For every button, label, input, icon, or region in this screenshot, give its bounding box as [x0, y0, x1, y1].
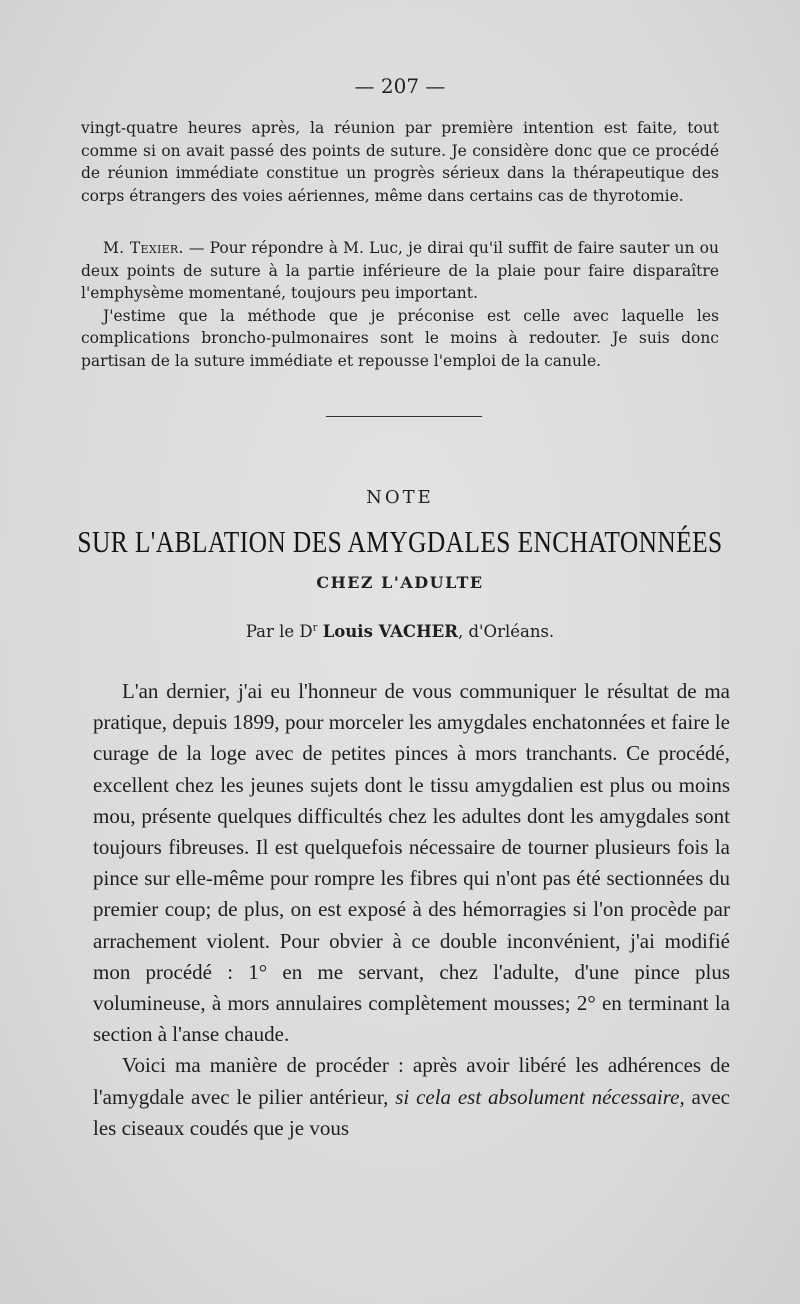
discussion-paragraph-texier: [81, 237, 719, 305]
discussion-continuation: [81, 117, 719, 207]
author-name: Louis VACHER: [322, 622, 458, 641]
discussion-paragraph: vingt-quatre heures après, la réunion par première intention est faite, tout comme si on avait passé des points de suture. Je considère donc que ce procédé de réunion immédiate constitue un progrès sérieux dans la thérapeutique des corps étrangers des voies aériennes, même dans certains cas de thyrotomie.: [81, 119, 719, 205]
byline-superscript: r: [312, 622, 318, 634]
article-body: [93, 676, 730, 1144]
body-text-run: avec les ciseaux coudés que je vous: [93, 1084, 730, 1140]
page-number: — 207 —: [354, 74, 446, 98]
body-paragraph: [93, 1050, 730, 1144]
discussion-reply: [81, 237, 719, 373]
article-label: NOTE: [366, 487, 434, 508]
discussion-paragraph: J'estime que la méthode que je préconise est celle avec laquelle les complications broncho-pulmonaires sont le moins à redouter. Je suis donc partisan de la suture immédiate et repousse l'emploi de la canule.: [81, 306, 719, 370]
byline-suffix: , d'Orléans.: [457, 622, 555, 641]
speaker-text: — Pour répondre à M. Luc, je dirai qu'il suffit de faire sauter un ou deux points de suture à la partie inférieure de la plaie pour faire disparaître l'emphysème momentané, toujours peu important.: [81, 239, 719, 303]
article-title: SUR L'ABLATION DES AMYGDALES ENCHATONNÉES: [77, 524, 723, 559]
section-divider: [326, 416, 482, 417]
article-byline: [0, 622, 800, 641]
body-italic-run: si cela est absolument nécessaire,: [395, 1084, 685, 1109]
speaker-name: M. Texier.: [103, 239, 184, 257]
article-subtitle: CHEZ L'ADULTE: [316, 573, 484, 592]
body-text-run: Voici ma manière de procéder : après avoir libéré les adhérences de l'amygdale avec le pilier antérieur,: [93, 1053, 730, 1109]
body-paragraph: L'an dernier, j'ai eu l'honneur de vous communiquer le résultat de ma pratique, depuis 1899, pour morceler les amygdales enchatonnées et faire le curage de la loge avec de petites pinces à mors tranchants. Ce procédé, excellent chez les jeunes sujets dont le tissu amygdalien est plus ou moins mou, présente quelques difficultés chez les adultes dont les amygdales sont toujours fibreuses. Il est quelquefois nécessaire de tourner plusieurs fois la pince sur elle-même pour rompre les fibres qui n'ont pas été sectionnées du premier coup; de plus, on est exposé à des hémorragies si l'on procède par arrachement violent. Pour obvier à ce double inconvénient, j'ai modifié mon procédé : 1° en me servant, chez l'adulte, d'une pince plus volumineuse, à mors annulaires complètement mousses; 2° en terminant la section à l'anse chaude.: [93, 679, 730, 1047]
byline-prefix: Par le D: [245, 622, 313, 641]
